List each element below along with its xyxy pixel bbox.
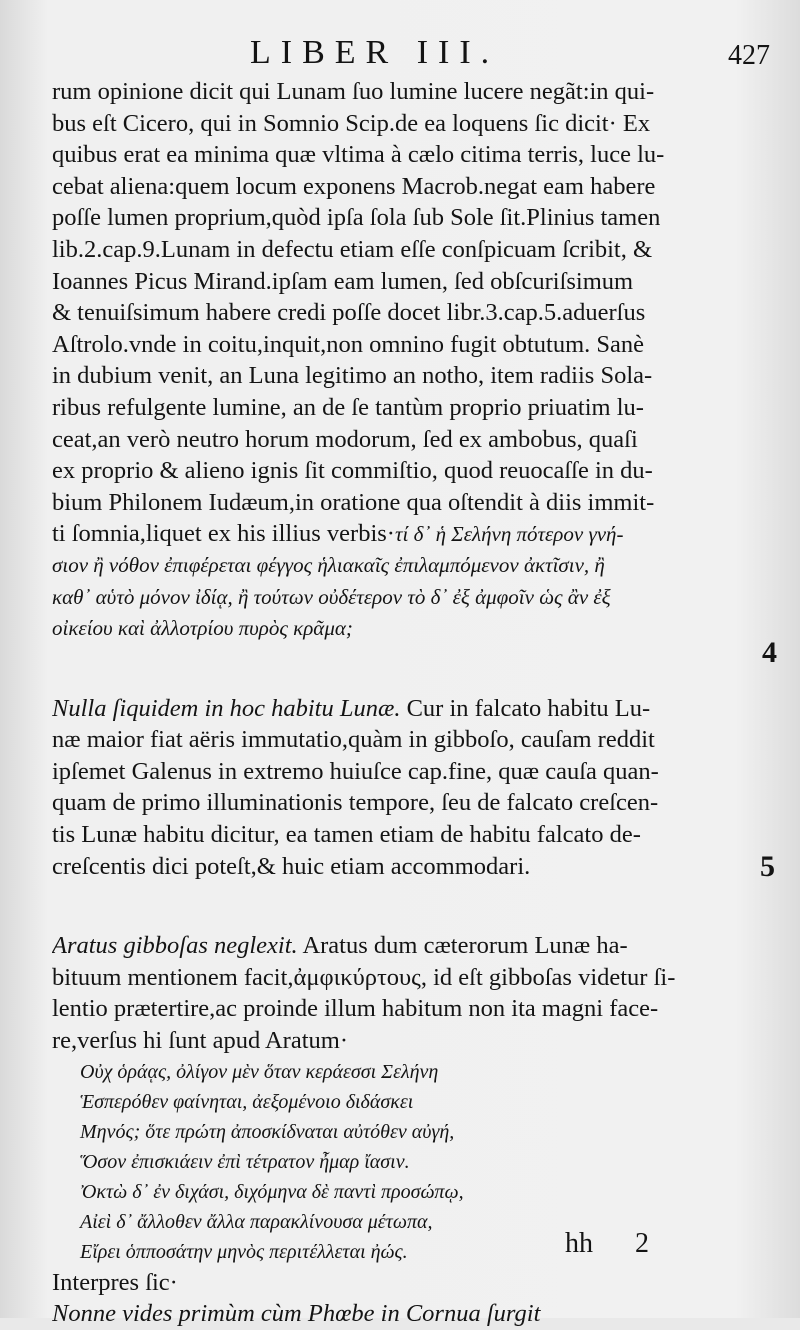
verse-line: Ἑσπερόθεν φαίνηται, ἀεξομένοιο διδάσκει <box>80 1090 414 1113</box>
verse-line: Αἰεὶ δ᾽ ἄλλοθεν ἄλλα παρακλίνουσα μέτωπα, <box>80 1210 433 1233</box>
text-line: quam de primo illuminationis tempore, ſeu de falcato creſcen- <box>52 789 659 817</box>
text-line: cebat aliena:quem locum exponens Macrob.negat eam habere <box>52 172 656 200</box>
text-line: bus eſt Cicero, qui in Somnio Scip.de ea loquens ſic dicit· Ex <box>52 109 651 137</box>
text-line: bituum mentionem facit,ἀμφικύρτους, id eſt gibboſas videtur ſi- <box>52 963 676 991</box>
running-head <box>40 34 770 74</box>
text-line: & tenuiſsimum habere credi poſſe docet libr.3.cap.5.aduerſus <box>52 299 646 327</box>
text-line-with-lemma <box>52 693 732 725</box>
text-line: ribus refulgente lumine, an de ſe tantùm proprio priuatim lu- <box>52 393 644 421</box>
text-line: ceat,an verò neutro horum modorum, ſed ex ambobus, quaſi <box>52 425 638 453</box>
interpres-line: Interpres ſic· <box>52 1268 178 1296</box>
text-line: lib.2.cap.9.Lunam in defectu etiam eſſe conſpicuam ſcribit, & <box>52 235 653 263</box>
latin-text: ti ſomnia,liquet ex his illius verbis· <box>52 520 395 548</box>
latin-text: Cur in falcato habitu Lu- <box>400 694 651 722</box>
greek-line: καθ᾽ αὑτὸ μόνον ἰδίᾳ, ἢ τούτων οὐδέτερον τὸ δ᾽ ἐξ ἀμφοῖν ὡς ἂν ἐξ <box>52 584 611 609</box>
verse-line: Εἴρει ὁπποσάτην μηνὸς περιτέλλεται ἠώς. <box>80 1240 408 1263</box>
verse-line: Μηνός; ὅτε πρώτη ἀποσκίδναται αὐτόθεν αὐγή, <box>80 1120 455 1143</box>
text-line: rum opinione dicit qui Lunam ſuo lumine lucere negãt:in qui- <box>52 78 655 105</box>
main-text <box>52 76 732 1330</box>
text-line: næ maior fiat aëris immutatio,quàm in gibboſo, cauſam reddit <box>52 726 655 754</box>
signature-number: 2 <box>635 1228 649 1259</box>
running-title: LIBER III. <box>250 34 500 71</box>
greek-line: σιον ἢ νόθον ἐπιφέρεται φέγγος ἡλιακαῖς ἐπιλαμπόμενον ἀκτῖσιν, ἢ <box>52 552 605 577</box>
paragraph-gap <box>52 645 732 693</box>
closing-line: Nonne vides primùm cùm Phœbe in Cornua ſurgit <box>52 1300 541 1328</box>
marginal-number: 4 <box>762 636 777 669</box>
lemma: Aratus gibboſas neglexit. <box>52 932 298 960</box>
latin-text: Aratus dum cæterorum Lunæ ha- <box>297 932 628 960</box>
text-line: ipſemet Galenus in extremo huiuſce cap.fine, quæ cauſa quan- <box>52 757 659 785</box>
greek-quote: τί δ᾽ ἡ Σελήνη πότερον γνή- <box>394 522 624 547</box>
text-line: tis Lunæ habitu dicitur, ea tamen etiam de habitu falcato de- <box>52 821 641 849</box>
text-line: lentio prætertire,ac proinde illum habitum non ita magni face- <box>52 995 659 1023</box>
page-number: 427 <box>728 40 770 71</box>
signature-mark <box>565 1228 691 1260</box>
text-line-with-greek <box>52 518 732 550</box>
signature-letters: hh <box>565 1228 593 1259</box>
verse-line: Οὐχ ὁράᾳς, ὀλίγον μὲν ὅταν κεράεσσι Σελήνη <box>80 1060 439 1083</box>
marginal-number: 5 <box>760 850 775 883</box>
lemma: Nulla ſiquidem in hoc habitu Lunæ. <box>52 694 401 722</box>
text-line: Ioannes Picus Mirand.ipſam eam lumen, ſed obſcuriſsimum <box>52 267 634 295</box>
text-line: ex proprio & alieno ignis ſit commiſtio, quod reuocaſſe in du- <box>52 457 653 485</box>
text-line: Aſtrolo.vnde in coitu,inquit,non omnino fugit obtutum. Sanè <box>52 330 645 358</box>
text-line: creſcentis dici poteſt,& huic etiam accommodari. <box>52 852 531 880</box>
paragraph-gap <box>52 882 732 930</box>
text-line: poſſe lumen proprium,quòd ipſa ſola ſub Sole ſit.Plinius tamen <box>52 204 661 232</box>
greek-line: οἰκείου καὶ ἀλλοτρίου πυρὸς κρᾶμα; <box>52 616 353 641</box>
text-line: bium Philonem Iudæum,in oratione qua oſtendit à diis immit- <box>52 488 655 516</box>
text-line-with-lemma <box>52 930 732 962</box>
text-line: in dubium venit, an Luna legitimo an notho, item radiis Sola- <box>52 362 653 390</box>
text-line: re,verſus hi ſunt apud Aratum· <box>52 1027 348 1055</box>
text-line: quibus erat ea minima quæ vltima à cælo citima terris, luce lu- <box>52 141 665 169</box>
verse-line: Ὅσον ἐπισκιάειν ἐπὶ τέτρατον ἦμαρ ἴασιν. <box>80 1150 410 1173</box>
verse-line: Ὀκτὼ δ᾽ ἐν διχάσι, διχόμηνα δὲ παντὶ προσώπῳ, <box>80 1180 464 1203</box>
